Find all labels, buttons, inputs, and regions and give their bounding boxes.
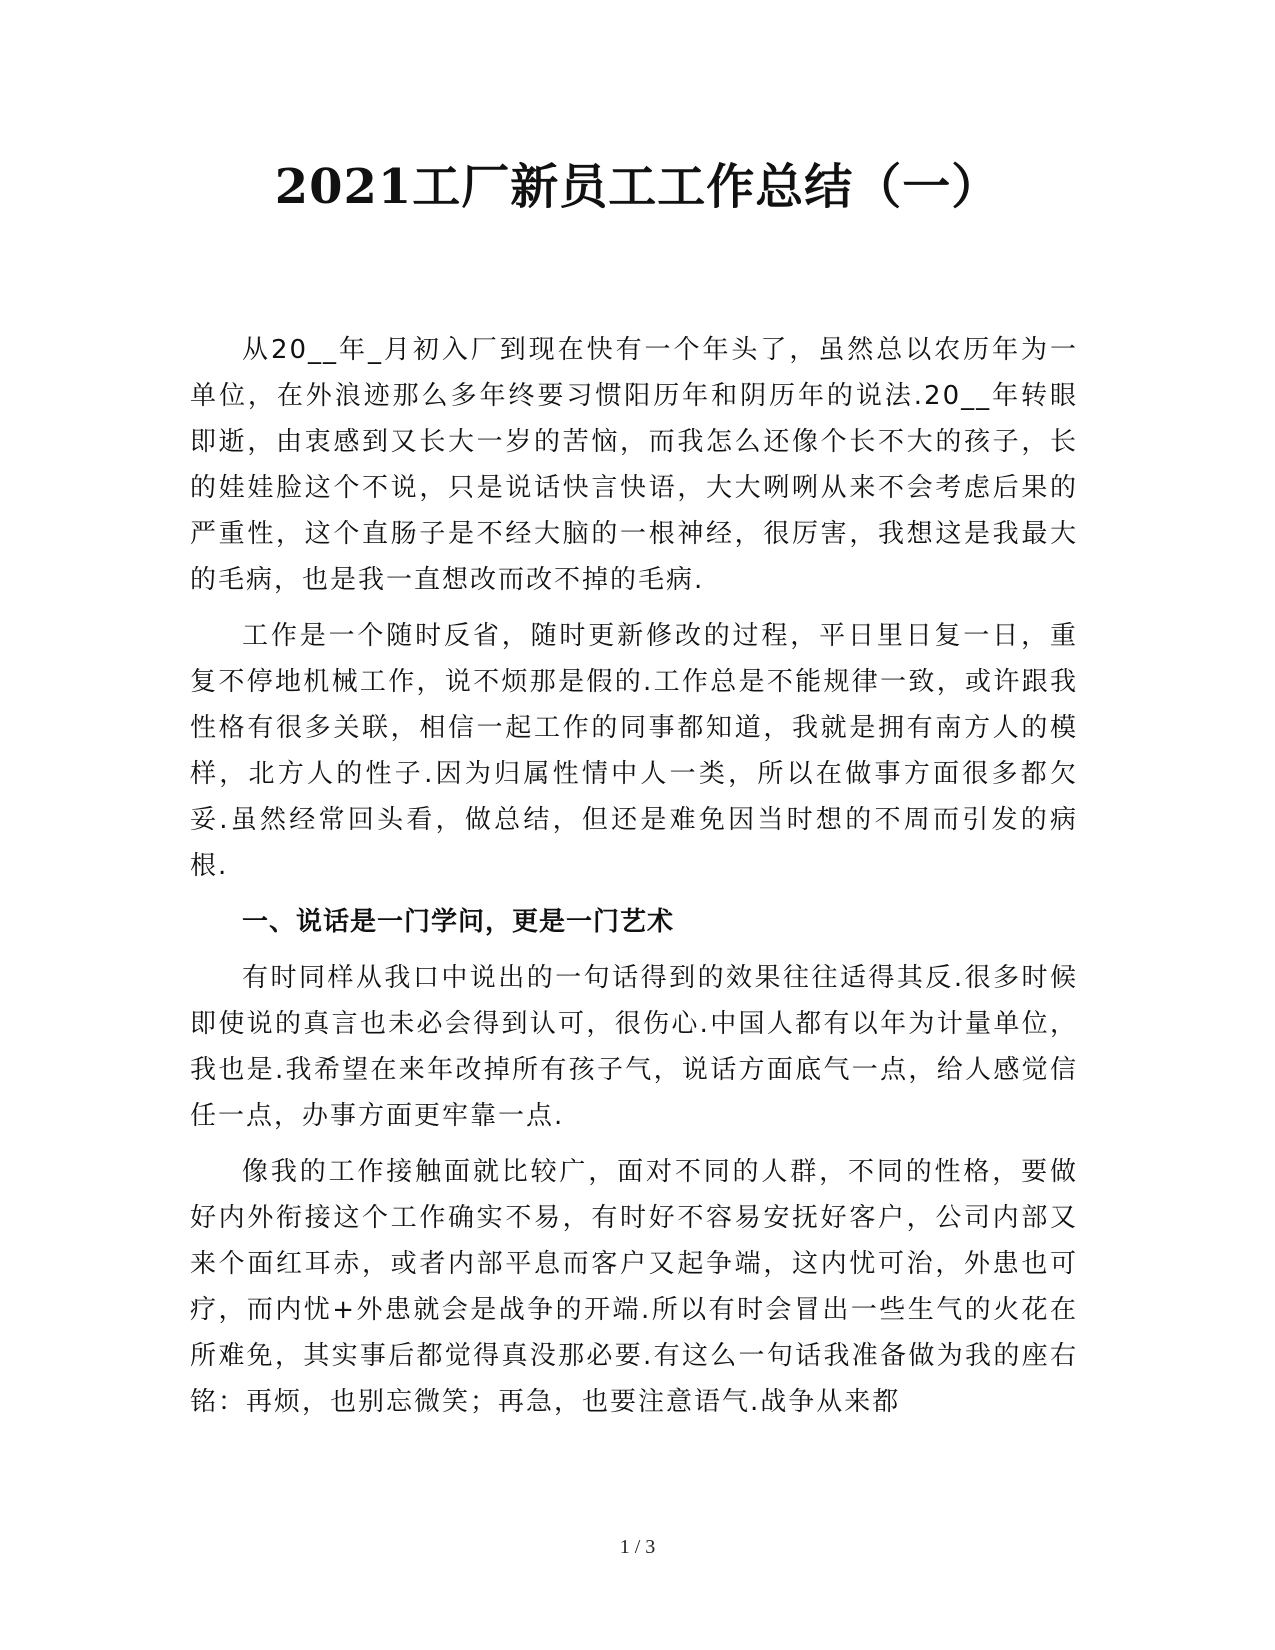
paragraph-work-reflection: 工作是一个随时反省，随时更新修改的过程，平日里日复一日，重复不停地机械工作，说不烦那是假的.工作总是不能规律一致，或许跟我性格有很多关联，相信一起工作的同事都知道，我就是拥有南方人的模样，北方人的性子.因为归属性情中人一类，所以在做事方面很多都欠妥.虽然经常回头看，做总结，但还是难免因当时想的不周而引发的病根.: [190, 621, 1078, 881]
document-title: 2021工厂新员工工作总结（一）: [274, 159, 1001, 215]
document-body: [190, 327, 1078, 1435]
page-number: 1 / 3: [619, 1536, 656, 1558]
paragraph-speech: 有时同样从我口中说出的一句话得到的效果往往适得其反.很多时候即使说的真言也未必会得到认可，很伤心.中国人都有以年为计量单位，我也是.我希望在来年改掉所有孩子气，说话方面底气一点，给人感觉信任一点，办事方面更牢靠一点.: [190, 963, 1078, 1131]
section-heading: 一、说话是一门学问，更是一门艺术: [242, 907, 675, 937]
paragraph-intro: 从20__年_月初入厂到现在快有一个年头了，虽然总以农历年为一单位，在外浪迹那么多年终要习惯阳历年和阴历年的说法.20__年转眼即逝，由衷感到又长大一岁的苦恼，而我怎么还像个长不大的孩子，长的娃娃脸这个不说，只是说话快言快语，大大咧咧从来不会考虑后果的严重性，这个直肠子是不经大脑的一根神经，很厉害，我想这是我最大的毛病，也是我一直想改而改不掉的毛病.: [190, 335, 1078, 595]
paragraph-work-scope: 像我的工作接触面就比较广，面对不同的人群，不同的性格，要做好内外衔接这个工作确实不易，有时好不容易安抚好客户，公司内部又来个面红耳赤，或者内部平息而客户又起争端，这内忧可治，外患也可疗，而内忧+外患就会是战争的开端.所以有时会冒出一些生气的火花在所难免，其实事后都觉得真没那必要.有这么一句话我准备做为我的座右铭：再烦，也别忘微笑；再急，也要注意语气.战争从来都: [190, 1157, 1078, 1417]
